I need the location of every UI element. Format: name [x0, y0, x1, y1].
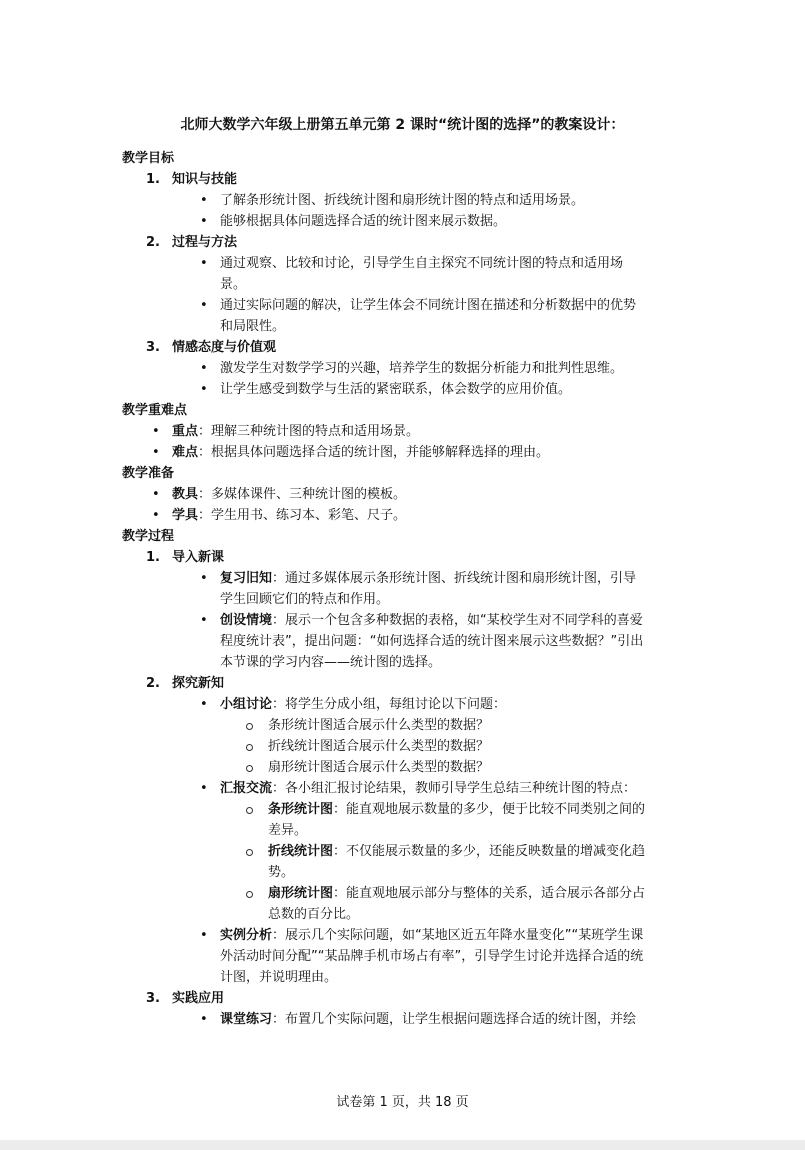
list-item-continued: 和局限性。: [220, 319, 286, 334]
list-item: • 让学生感受到数学与生活的紧密联系，体会数学的应用价值。: [220, 379, 571, 400]
sub-list-item-continued: 势。: [268, 865, 295, 880]
sub-list-item: 扇形统计图适合展示什么类型的数据？: [268, 757, 489, 778]
list-number: 3.: [146, 340, 160, 355]
list-item: • 了解条形统计图、折线统计图和扇形统计图的特点和适用场景。: [220, 190, 584, 211]
list-item: • 难点：根据具体问题选择合适的统计图，并能够解释选择的理由。: [172, 442, 549, 463]
list-item-continued: 景。: [220, 277, 247, 292]
list-item: • 学具：学生用书、练习本、彩笔、尺子。: [172, 505, 406, 526]
list-item: • 汇报交流：各小组汇报讨论结果，教师引导学生总结三种统计图的特点：: [220, 778, 636, 799]
section-heading-objectives: 教学目标: [122, 151, 175, 166]
list-item: • 教具：多媒体课件、三种统计图的模板。: [172, 484, 406, 505]
list-number: 3.: [146, 991, 160, 1006]
list-item: • 通过实际问题的解决，让学生体会不同统计图在描述和分析数据中的优势: [220, 295, 636, 316]
list-item: • 能够根据具体问题选择合适的统计图来展示数据。: [220, 211, 506, 232]
list-item-continued: 本节课的学习内容——统计图的选择。: [220, 655, 442, 670]
section-heading-keypoints: 教学重难点: [122, 403, 188, 418]
list-item: • 通过观察、比较和讨论，引导学生自主探究不同统计图的特点和适用场: [220, 253, 623, 274]
list-item-continued: 外活动时间分配”“某品牌手机市场占有率”，引导学生讨论并选择合适的统: [220, 949, 644, 964]
section-heading-process: 教学过程: [122, 529, 175, 544]
list-number: 2.: [146, 676, 160, 691]
list-item: • 创设情境：展示一个包含多种数据的表格，如“某校学生对不同学科的喜爱: [220, 610, 643, 631]
document-title: 北师大数学六年级上册第五单元第 2 课时“统计图的选择”的教案设计：: [180, 117, 625, 133]
subsection-title: 探究新知: [172, 676, 225, 691]
sub-list-item-continued: 总数的百分比。: [268, 907, 360, 922]
subsection-title: 知识与技能: [172, 172, 238, 187]
sub-list-item: 扇形统计图：能直观地展示部分与整体的关系，适合展示各部分占: [268, 883, 645, 904]
list-item: • 课堂练习：布置几个实际问题，让学生根据问题选择合适的统计图，并绘: [220, 1009, 636, 1030]
subsection-title: 情感态度与价值观: [172, 340, 277, 355]
subsection-title: 过程与方法: [172, 235, 238, 250]
sub-list-item: 条形统计图：能直观地展示数量的多少，便于比较不同类别之间的: [268, 799, 645, 820]
list-item-continued: 程度统计表”，提出问题：“如何选择合适的统计图来展示这些数据？”引出: [220, 634, 644, 649]
list-item: • 激发学生对数学学习的兴趣，培养学生的数据分析能力和批判性思维。: [220, 358, 623, 379]
subsection-title: 导入新课: [172, 550, 225, 565]
sub-list-item: 条形统计图适合展示什么类型的数据？: [268, 715, 489, 736]
subsection-title: 实践应用: [172, 991, 225, 1006]
list-item-continued: 计图，并说明理由。: [220, 970, 338, 985]
list-item: • 小组讨论：将学生分成小组，每组讨论以下问题：: [220, 694, 506, 715]
list-item: • 复习旧知：通过多媒体展示条形统计图、折线统计图和扇形统计图，引导: [220, 568, 636, 589]
section-heading-prep: 教学准备: [122, 466, 175, 481]
sub-list-item: 折线统计图适合展示什么类型的数据？: [268, 736, 489, 757]
list-item: • 实例分析：展示几个实际问题，如“某地区近五年降水量变化”“某班学生课: [220, 925, 643, 946]
list-number: 1.: [146, 172, 160, 187]
sub-list-item: 折线统计图：不仅能展示数量的多少，还能反映数量的增减变化趋: [268, 841, 645, 862]
page-footer: 试卷第 1 页，共 18 页: [336, 1095, 469, 1110]
list-number: 1.: [146, 550, 160, 565]
sub-list-item-continued: 差异。: [268, 823, 308, 838]
list-item-continued: 学生回顾它们的特点和作用。: [220, 592, 390, 607]
list-item: • 重点：理解三种统计图的特点和适用场景。: [172, 421, 419, 442]
list-number: 2.: [146, 235, 160, 250]
